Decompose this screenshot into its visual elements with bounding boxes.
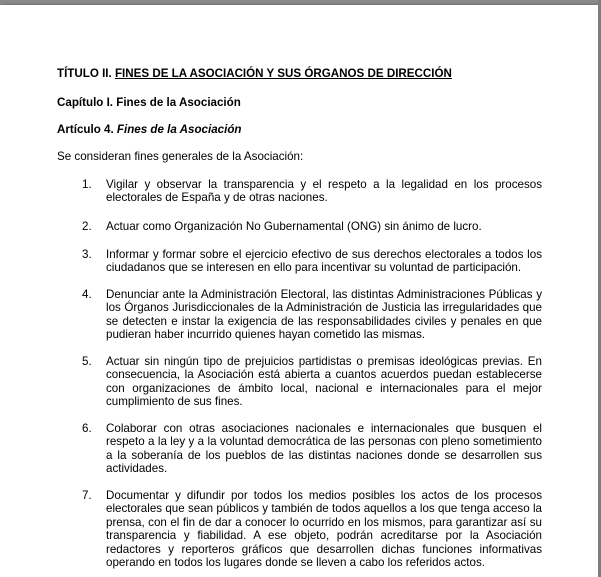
- list-item: [82, 422, 542, 476]
- title-heading: [57, 67, 452, 80]
- chapter-heading: Capítulo I. Fines de la Asociación: [57, 96, 241, 109]
- document-page: [0, 5, 598, 577]
- list-item-text: Vigilar y observar la transparencia y el respeto a la legalidad en los procesos electorales de España y de otras naciones.: [106, 178, 542, 205]
- list-item-text: Denunciar ante la Administración Electoral, las distintas Administraciones Públicas y los Órganos Jurisdiccionales de la Administración de Justicia las irregularidades que se detecten e instar la exigencia de las responsabilidades civiles y penales en que pudieran haber incurrido quienes hayan cometido las mismas.: [106, 288, 542, 342]
- title-underlined: FINES DE LA ASOCIACIÓN Y SUS ÓRGANOS DE DIRECCIÓN: [114, 67, 452, 80]
- list-item-text: Informar y formar sobre el ejercicio efectivo de sus derechos electorales a todos los ciudadanos que se interesen en ello para incentivar su voluntad de participación.: [106, 248, 542, 275]
- article-heading: [57, 123, 242, 136]
- list-item-text: Documentar y difundir por todos los medios posibles los actos de los procesos electorales que sean públicos y también de todos aquellos a los que tenga acceso la prensa, con el fin de dar a conocer lo ocurrido en los mismos, para garantizar así su transparencia y fiabilidad. A ese objeto, podrán acreditarse por la Asociación redactores y reporteros gráficos que desarrollen dichas funciones informativas operando en todos los lugares donde se lleven a cabo los referidos actos.: [106, 489, 542, 570]
- list-item-text: Colaborar con otras asociaciones nacionales e internacionales que busquen el respeto a la ley y a la voluntad democrática de las personas con pleno sometimiento a la soberanía de los pueblos de las distintas naciones donde se desarrollen sus actividades.: [106, 422, 542, 476]
- list-item-number: 1.: [82, 178, 92, 191]
- list-item: [82, 178, 542, 205]
- article-title: Fines de la Asociación: [116, 123, 242, 136]
- list-item-number: 7.: [82, 489, 92, 502]
- list-item-text: Actuar sin ningún tipo de prejuicios partidistas o premisas ideológicas previas. En consecuencia, la Asociación está abierta a cuantos acuerdos puedan establecerse con organizaciones de ámbito local, nacional e internacionales para el mejor cumplimiento de sus fines.: [106, 355, 542, 409]
- list-item-number: 6.: [82, 422, 92, 435]
- list-item-text: Actuar como Organización No Gubernamental (ONG) sin ánimo de lucro.: [106, 220, 482, 233]
- list-item: [82, 355, 542, 409]
- intro-paragraph: Se consideran fines generales de la Asociación:: [57, 150, 304, 163]
- article-prefix: Artículo 4.: [57, 123, 117, 136]
- list-item: [82, 248, 542, 275]
- list-item-number: 3.: [82, 248, 92, 261]
- title-prefix: TÍTULO II.: [57, 67, 115, 80]
- list-item: [82, 489, 542, 570]
- list-item-number: 4.: [82, 288, 92, 301]
- list-item-number: 5.: [82, 355, 92, 368]
- list-item-number: 2.: [82, 220, 92, 233]
- list-item: [82, 288, 542, 342]
- list-item: [82, 220, 542, 233]
